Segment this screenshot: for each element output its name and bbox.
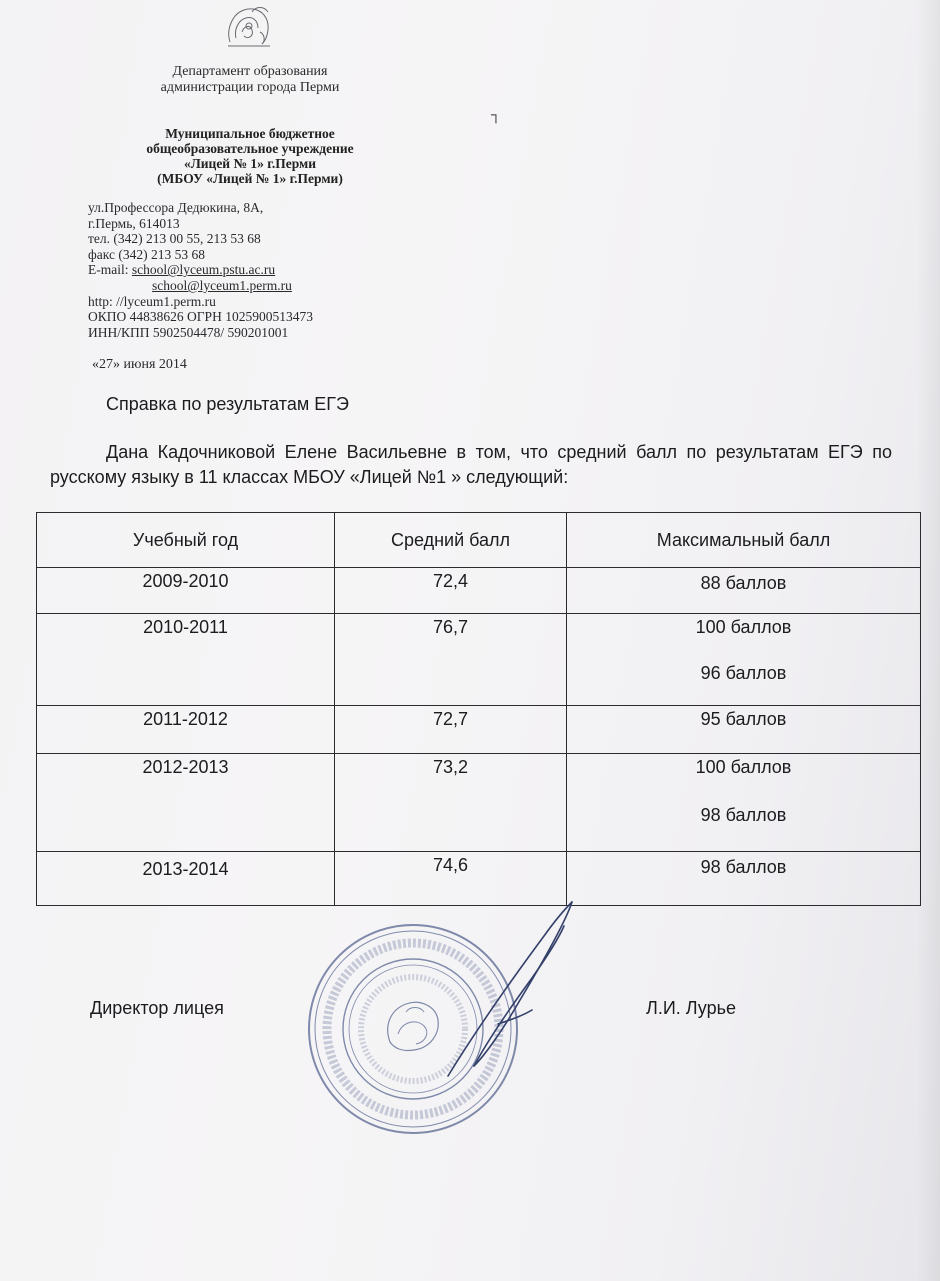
cell-maximum: 98 баллов bbox=[567, 852, 921, 906]
table-row bbox=[37, 852, 921, 906]
cell-average: 73,2 bbox=[335, 754, 567, 852]
cell-average: 76,7 bbox=[335, 614, 567, 706]
cell-maximum: 100 баллов 98 баллов bbox=[567, 754, 921, 852]
email-link[interactable]: school@lyceum1.perm.ru bbox=[152, 277, 292, 293]
table-row bbox=[37, 706, 921, 754]
table-header-row bbox=[37, 513, 921, 568]
cell-year: 2009-2010 bbox=[37, 568, 335, 614]
header-year: Учебный год bbox=[37, 513, 335, 568]
website-line: http: //lyceum1.perm.ru bbox=[88, 293, 216, 309]
okpo-line: ОКПО 44838626 ОГРН 1025900513473 bbox=[88, 309, 313, 325]
organization-name: Муниципальное бюджетное общеобразовательное учреждение «Лицей № 1» г.Перми (МБОУ «Лицей № 1» г.Перми) bbox=[146, 126, 354, 186]
cell-maximum: 95 баллов bbox=[567, 706, 921, 754]
cell-maximum: 88 баллов bbox=[567, 568, 921, 614]
email-link[interactable]: school@lyceum.pstu.ac.ru bbox=[131, 262, 276, 278]
fax-line: факс (342) 213 53 68 bbox=[88, 246, 205, 262]
certificate-text: Дана Кадочниковой Елене Васильевне в том, что средний балл по результатам ЕГЭ по русскому языку в 11 классах МБОУ «Лицей №1 » следующий: bbox=[50, 442, 892, 487]
cell-year: 2012-2013 bbox=[37, 754, 335, 852]
cell-year: 2011-2012 bbox=[37, 706, 335, 754]
director-title: Директор лицея bbox=[90, 998, 224, 1018]
phone-line: тел. (342) 213 00 55, 213 53 68 bbox=[88, 231, 261, 247]
email-line-2 bbox=[88, 278, 448, 294]
header-maximum: Максимальный балл bbox=[567, 513, 921, 568]
document-date: «27» июня 2014 bbox=[92, 357, 187, 372]
email-line: E-mail: school@lyceum.pstu.ac.ru bbox=[88, 262, 276, 278]
address-line: г.Пермь, 614013 bbox=[88, 215, 180, 231]
inn-line: ИНН/КПП 5902504478/ 590201001 bbox=[88, 324, 289, 340]
cell-year: 2013-2014 bbox=[37, 852, 335, 906]
department-name: Департамент образования администрации города Перми bbox=[160, 64, 340, 95]
results-table bbox=[36, 512, 921, 906]
header-average: Средний балл bbox=[335, 513, 567, 568]
cell-average: 72,4 bbox=[335, 568, 567, 614]
contact-block bbox=[88, 200, 448, 340]
corner-mark: ┐ bbox=[491, 108, 501, 123]
document-heading: Справка по результатам ЕГЭ bbox=[106, 394, 349, 414]
table-row bbox=[37, 754, 921, 852]
cell-maximum: 100 баллов 96 баллов bbox=[567, 614, 921, 706]
table-row bbox=[37, 568, 921, 614]
lyceum-emblem-icon bbox=[222, 2, 276, 50]
address-line: ул.Профессора Дедюкина, 8А, bbox=[88, 200, 264, 215]
cell-average: 74,6 bbox=[335, 852, 567, 906]
cell-year: 2010-2011 bbox=[37, 614, 335, 706]
cell-average: 72,7 bbox=[335, 706, 567, 754]
table-row bbox=[37, 614, 921, 706]
director-name: Л.И. Лурье bbox=[646, 998, 736, 1018]
director-signature-icon bbox=[440, 900, 580, 1080]
